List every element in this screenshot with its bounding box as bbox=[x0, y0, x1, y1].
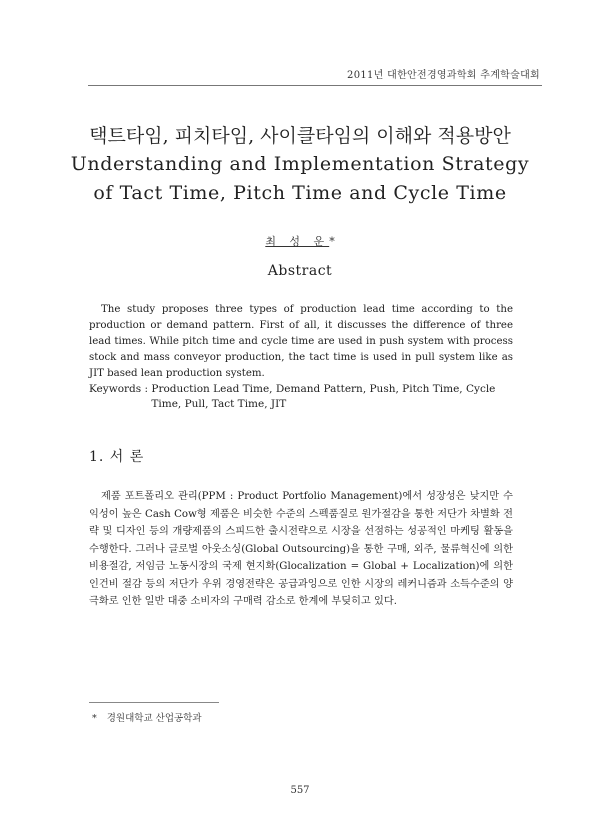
footnote-text: 경원대학교 산업공학과 bbox=[106, 713, 202, 724]
page-number: 557 bbox=[290, 785, 310, 796]
title-english-line1: Understanding and Implementation Strategy bbox=[70, 153, 530, 175]
keywords bbox=[89, 382, 517, 412]
keywords-separator: : bbox=[141, 383, 152, 395]
author-line bbox=[0, 233, 600, 249]
section-heading: 1. 서 론 bbox=[89, 449, 145, 465]
header-divider bbox=[88, 85, 542, 86]
footnote bbox=[92, 710, 202, 724]
title-english-line2: of Tact Time, Pitch Time and Cycle Time bbox=[93, 182, 507, 204]
author-name: 최 성 운 bbox=[265, 235, 330, 248]
keywords-list: Production Lead Time, Demand Pattern, Push, Pitch Time, Cycle Time, Pull, Tact Time, JIT bbox=[151, 383, 496, 410]
abstract-text: The study proposes three types of production lead time according to the production or demand pattern. First of all, it discusses the difference of three lead times. While pitch time and cycle time are used in push system with process stock and mass conveyor production, the tact time is used in pull system like as JIT based lean production system. bbox=[89, 304, 513, 379]
abstract-heading: Abstract bbox=[267, 263, 333, 279]
footnote-mark: * bbox=[92, 713, 97, 724]
paper-title bbox=[0, 122, 600, 208]
footnote-divider bbox=[89, 702, 219, 703]
title-korean: 택트타임, 피치타임, 사이클타임의 이해와 적용방안 bbox=[89, 125, 511, 147]
keywords-label: Keywords bbox=[89, 383, 142, 395]
author-mark: * bbox=[329, 235, 335, 248]
section-body: 제품 포트폴리오 관리(PPM : Product Portfolio Management)에서 성장성은 낮지만 수익성이 높은 Cash Cow형 제품은 비슷한 수준의 스펙품질로 원가절감을 통한 저단가 차별화 전략 및 디자인 등의 개량제품의 스피드한 출시전략으로 시장을 선점하는 성공적인 마케팅 활동을 수행한다. 그러나 글로벌 아웃소싱(Global Outsourcing)을 통한 구매, 외주, 물류혁신에 의한 비용절감, 저임금 노동시장의 국제 현지화(Glocalization = Global + Localization)에 의한 인건비 절감 등의 저단가 우위 경영전략은 공급과잉으로 인한 시장의 레커니즘과 소득수준의 양극화로 인한 일반 대중 소비자의 구매력 감소로 한계에 부딪히고 있다. bbox=[89, 491, 513, 607]
conference-name: 2011년 대한안전경영과학회 추계학술대회 bbox=[347, 70, 540, 81]
